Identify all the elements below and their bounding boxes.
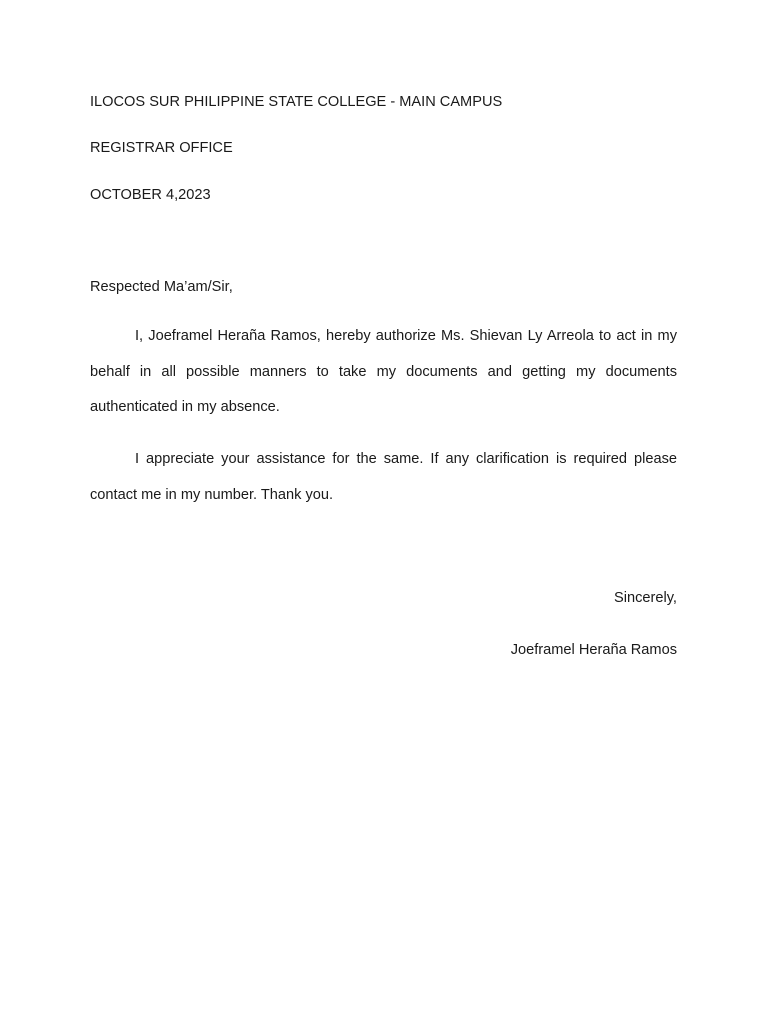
salutation: Respected Ma’am/Sir,	[90, 279, 233, 295]
letter-date: OCTOBER 4,2023	[90, 187, 211, 203]
signature-name: Joeframel Heraña Ramos	[510, 642, 677, 658]
body-paragraph-1: I, Joeframel Heraña Ramos, hereby authorize Ms. Shievan Ly Arreola to act in my behalf in all possible manners to take my documents and getting my documents authenticated in my absence.	[90, 328, 677, 415]
closing: Sincerely,	[614, 590, 677, 606]
office-heading: REGISTRAR OFFICE	[90, 140, 233, 156]
body-paragraph-2: I appreciate your assistance for the same. If any clarification is required please contact me in my number. Thank you.	[90, 451, 677, 503]
institution-heading: ILOCOS SUR PHILIPPINE STATE COLLEGE - MAIN CAMPUS	[90, 94, 503, 110]
